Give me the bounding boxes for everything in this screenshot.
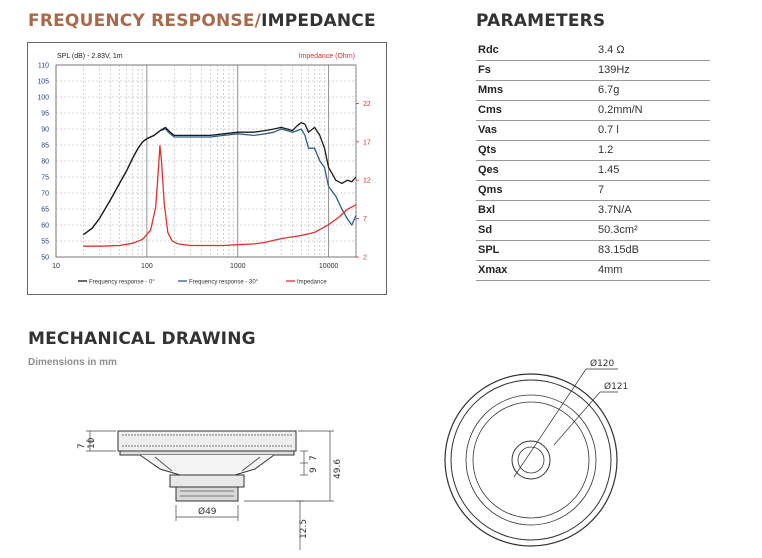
- y-tick-label-left: 85: [41, 142, 49, 150]
- legend-label: Frequency response - 30°: [189, 279, 259, 286]
- dim-top-7: 7: [77, 443, 87, 449]
- parameter-name: Mms: [478, 84, 504, 96]
- x-tick-label: 10: [52, 263, 60, 270]
- front-view-drawing: [440, 355, 629, 555]
- dim-height-total: 49.6: [333, 458, 343, 479]
- parameter-row-qes: [476, 161, 710, 181]
- magnet-top-plate: [170, 475, 244, 487]
- y-tick-label-right: 12: [363, 177, 371, 185]
- dimensions-note: Dimensions in mm: [28, 357, 117, 368]
- parameter-name: Fs: [478, 64, 491, 76]
- parameter-row-bxl: [476, 201, 710, 221]
- y-tick-label-left: 105: [37, 78, 49, 86]
- mechanical-drawing-title: MECHANICAL DRAWING: [28, 329, 256, 349]
- y-tick-label-left: 100: [37, 94, 49, 102]
- parameter-name: Sd: [478, 224, 493, 236]
- parameter-name: Rdc: [478, 44, 499, 56]
- parameters-table: [476, 41, 710, 281]
- x-tick-label: 10000: [318, 263, 339, 270]
- y-tick-label-left: 90: [41, 126, 49, 134]
- parameter-row-fs: [476, 61, 710, 81]
- y-tick-label-right: 17: [363, 139, 371, 147]
- y-tick-label-left: 75: [41, 174, 49, 182]
- dim-top-10: 10: [87, 437, 97, 449]
- parameter-value: 50.3cm²: [598, 224, 638, 236]
- outer-ring-120: [451, 380, 611, 540]
- speaker-frame-ring: [118, 431, 296, 451]
- y-tick-label-left: 110: [37, 62, 49, 70]
- y-tick-label-right: 2: [363, 254, 367, 262]
- surround-ring: [466, 395, 596, 525]
- y-tick-label-left: 65: [41, 206, 49, 214]
- parameter-value: 139Hz: [598, 64, 630, 76]
- parameter-value: 83.15dB: [598, 244, 639, 256]
- parameter-row-sd: [476, 221, 710, 241]
- y-tick-label-left: 50: [41, 254, 49, 262]
- parameter-name: Qes: [478, 164, 499, 176]
- frequency-response-title-part1: FREQUENCY RESPONSE/: [28, 11, 262, 31]
- x-tick-label: 1000: [229, 263, 246, 270]
- parameter-name: SPL: [478, 244, 500, 256]
- y-axis-title-left: SPL (dB) - 2.83V, 1m: [57, 53, 123, 60]
- parameter-value: 3.7N/A: [598, 204, 632, 216]
- parameter-name: Qts: [478, 144, 497, 156]
- y-tick-label-left: 55: [41, 238, 49, 246]
- y-tick-label-right: 7: [363, 216, 367, 224]
- parameter-value: 1.45: [598, 164, 620, 176]
- parameter-row-vas: [476, 121, 710, 141]
- legend-label: Frequency response - 0°: [89, 279, 155, 286]
- parameter-name: Cms: [478, 104, 502, 116]
- y-tick-label-left: 95: [41, 110, 49, 118]
- speaker-basket: [140, 455, 274, 475]
- parameter-name: Vas: [478, 124, 497, 136]
- impedance-title-part2: IMPEDANCE: [261, 11, 376, 31]
- parameter-row-qms: [476, 181, 710, 201]
- parameter-row-cms: [476, 101, 710, 121]
- dim-right-9: 9: [309, 467, 319, 473]
- side-view-drawing: [60, 405, 370, 555]
- parameter-row-spl: [476, 241, 710, 261]
- parameter-name: Qms: [478, 184, 503, 196]
- x-tick-label: 100: [141, 263, 153, 270]
- dim-right-7: 7: [309, 455, 319, 461]
- parameter-row-rdc: [476, 41, 710, 61]
- chart-canvas: [28, 43, 386, 294]
- speaker-side-outline: [118, 431, 296, 501]
- frequency-response-title: [28, 11, 376, 31]
- magnet-body: [176, 487, 238, 501]
- y-axis-title-right: Impedance (Ohm): [298, 53, 355, 60]
- y-tick-label-left: 70: [41, 190, 49, 198]
- parameter-value: 3.4 Ω: [598, 44, 625, 56]
- parameter-row-mms: [476, 81, 710, 101]
- dim-magnet-diameter: Ø49: [198, 507, 217, 517]
- parameter-row-qts: [476, 141, 710, 161]
- parameter-value: 1.2: [598, 144, 614, 156]
- frequency-response-chart: [27, 42, 387, 295]
- parameter-value: 0.7 l: [598, 124, 619, 136]
- speaker-front-outline: [445, 369, 618, 546]
- parameters-title: PARAMETERS: [476, 11, 606, 31]
- y-tick-label-right: 22: [363, 100, 371, 108]
- y-tick-label-left: 60: [41, 222, 49, 230]
- parameter-name: Bxl: [478, 204, 496, 216]
- cone-edge-ring: [473, 402, 589, 518]
- parameter-value: 6.7g: [598, 84, 620, 96]
- dim-outer-120: Ø120: [590, 359, 615, 369]
- dim-outer-121: Ø121: [604, 382, 629, 392]
- parameter-value: 0.2mm/N: [598, 104, 643, 116]
- parameter-row-xmax: [476, 261, 710, 281]
- outer-ring-121: [445, 374, 617, 546]
- parameter-value: 7: [598, 184, 605, 196]
- parameter-name: Xmax: [478, 264, 508, 276]
- legend-label: Impedance: [297, 279, 327, 286]
- dim-bottom-12-5: 12.5: [299, 518, 309, 539]
- parameter-value: 4mm: [598, 264, 623, 276]
- y-tick-label-left: 80: [41, 158, 49, 166]
